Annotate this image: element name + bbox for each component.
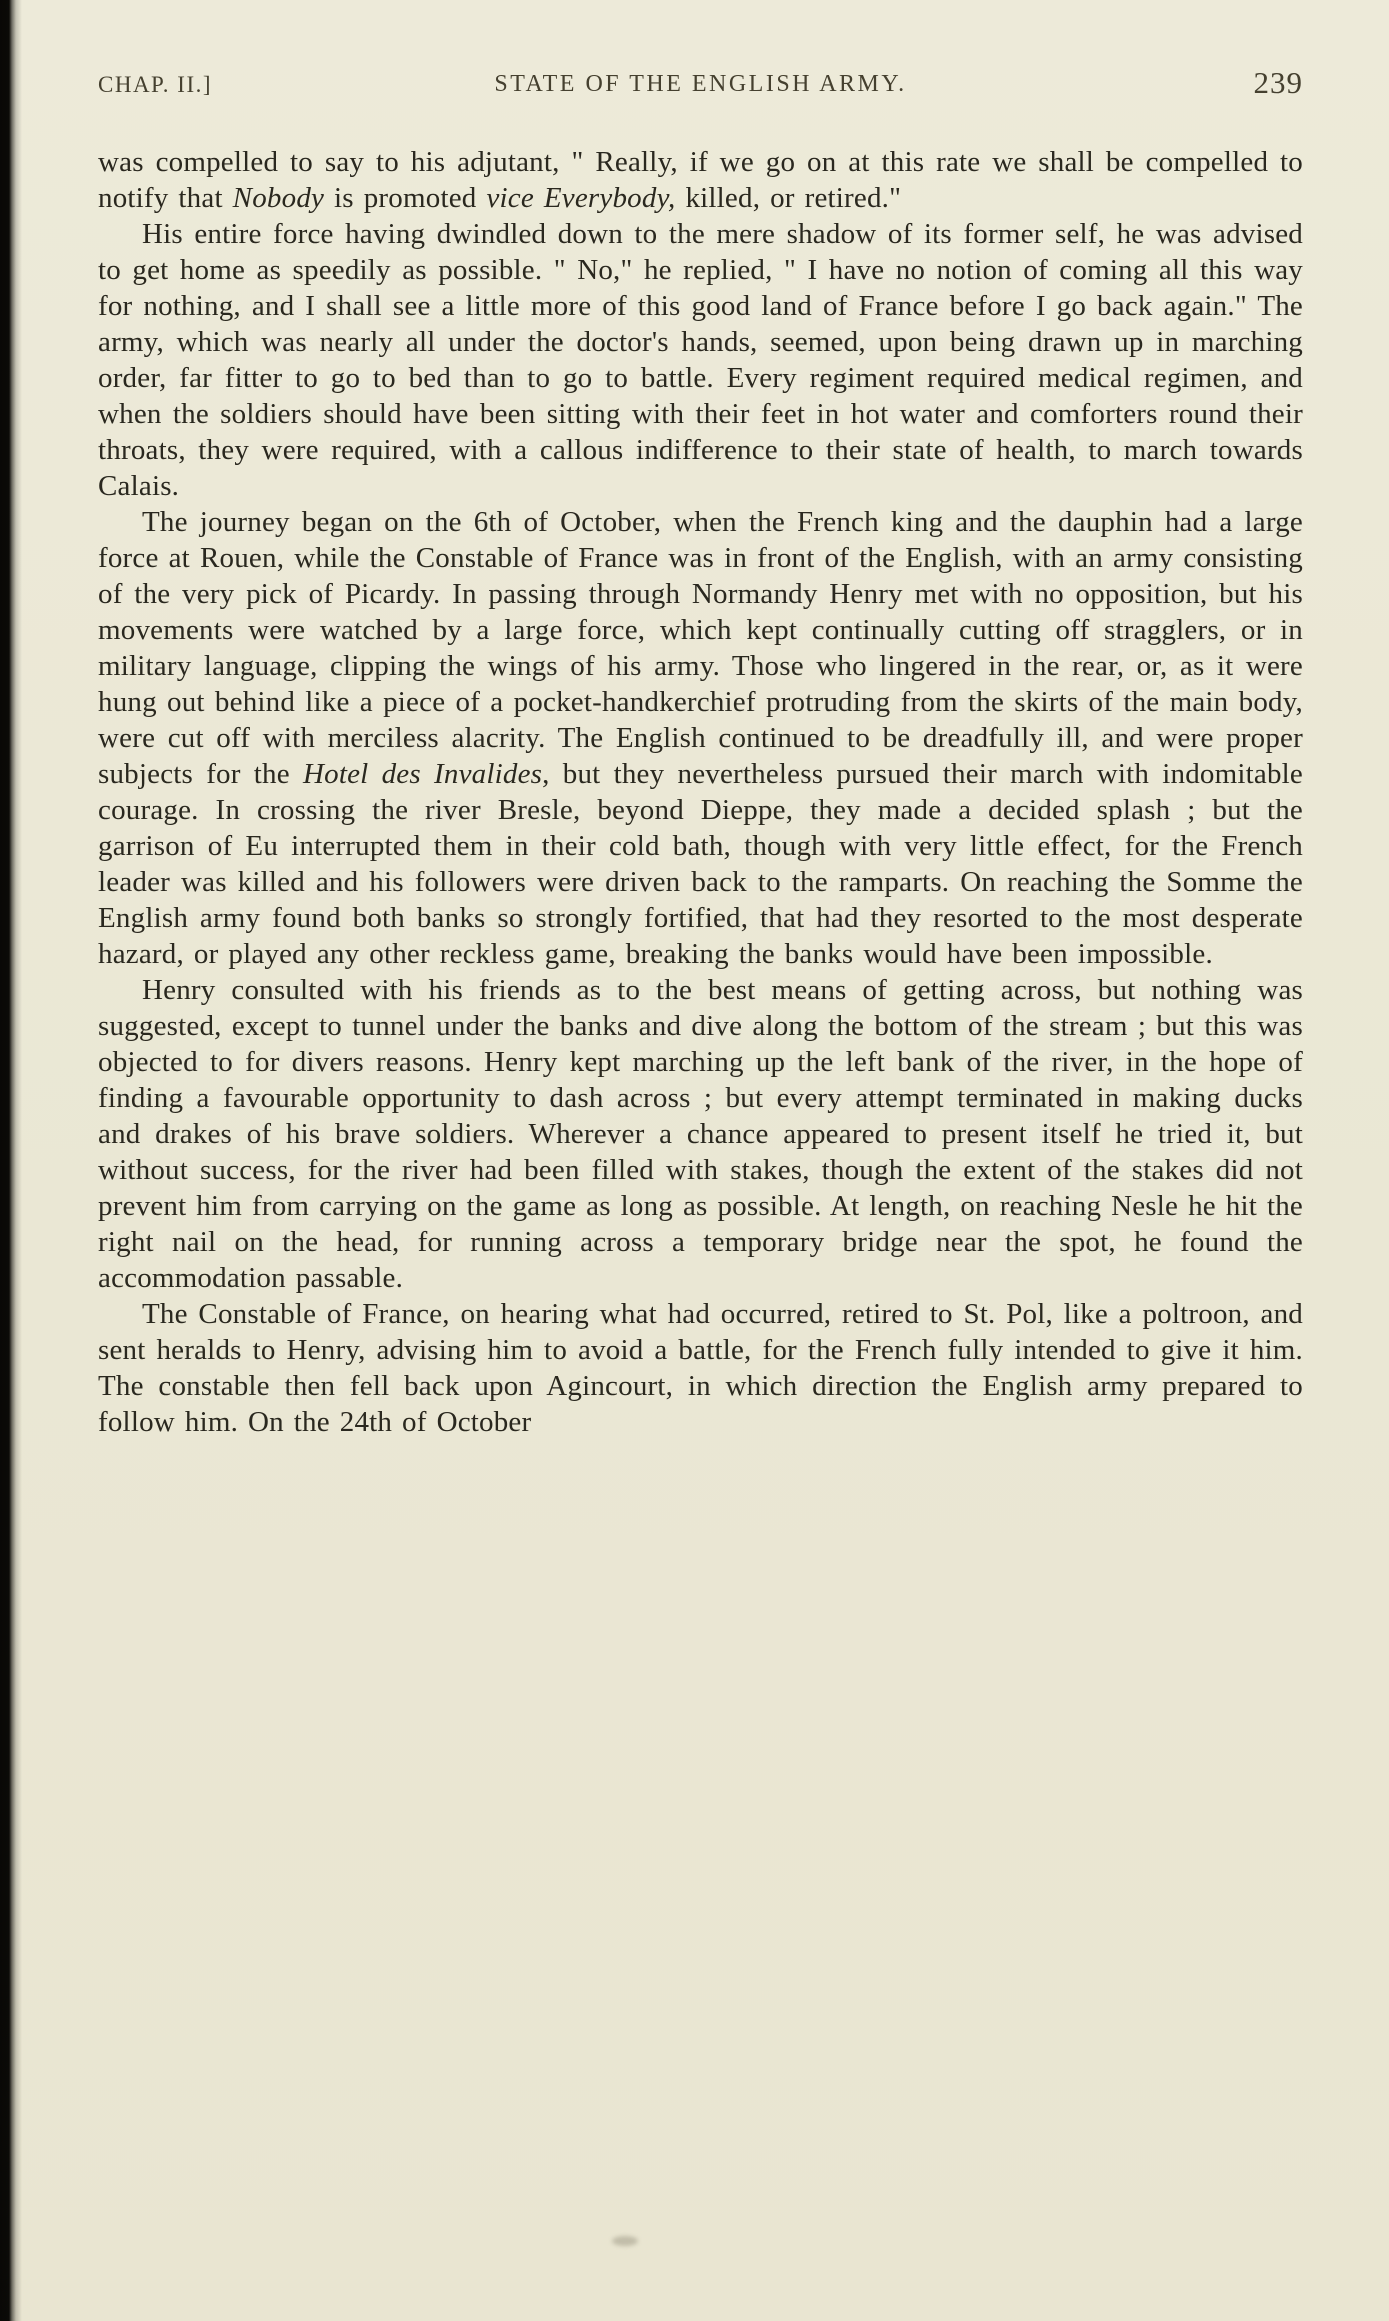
italic-text-run: vice Everybody, <box>486 182 676 214</box>
chapter-label: CHAP. II.] <box>98 72 213 97</box>
italic-text-run: Hotel des Invalides <box>303 758 543 790</box>
text-run: The Constable of France, on hearing what had occurred, retired to St. Pol, like a poltroon, and sent heralds to Henry, advising him to avoid a battle, for the French fully intended to give it him. The constable then fell back upon Agincourt, in which direction the English army prepared to follow him. On the 24th of October <box>98 1298 1303 1438</box>
text-run: was compelled to say to his adjutant, " Really, if we go on at this rate we shall be compelled to notify that <box>98 146 1303 214</box>
running-title: STATE OF THE ENGLISH ARMY. <box>494 71 907 97</box>
scan-artifact <box>612 2236 638 2246</box>
paragraph <box>98 144 1303 216</box>
running-header <box>98 58 1303 98</box>
paragraph <box>98 216 1303 504</box>
text-run: Henry consulted with his friends as to the best means of getting across, but nothing was suggested, except to tunnel under the banks and dive along the bottom of the stream ; but this was objected to for divers reasons. Henry kept marching up the left bank of the river, in the hope of finding a favourable opportunity to dash across ; but every attempt terminated in making ducks and drakes of his brave soldiers. Wherever a chance appeared to present itself he tried it, but without success, for the river had been filled with stakes, though the extent of the stakes did not prevent him from carrying on the game as long as possible. At length, on reaching Nesle he hit the right nail on the head, for running across a temporary bridge near the spot, he found the accommodation passable. <box>98 974 1303 1294</box>
paragraph <box>98 972 1303 1296</box>
text-run: , but they nevertheless pursued their march with indomitable courage. In crossing the river Bresle, beyond Dieppe, they made a decided splash ; but the garrison of Eu interrupted them in their cold bath, though with very little effect, for the French leader was killed and his followers were driven back to the ramparts. On reaching the Somme the English army found both banks so strongly fortified, that had they resorted to the most desperate hazard, or played any other reckless game, breaking the banks would have been impossible. <box>98 758 1303 970</box>
text-run: His entire force having dwindled down to the mere shadow of its former self, he was advised to get home as speedily as possible. " No," he replied, " I have no notion of coming all this way for nothing, and I shall see a little more of this good land of France before I go back again." The army, which was nearly all under the doctor's hands, seemed, upon being drawn up in marching order, far fitter to go to bed than to go to battle. Every regiment required medical regimen, and when the soldiers should have been sitting with their feet in hot water and comforters round their throats, they were required, with a callous indifference to their state of health, to march towards Calais. <box>98 218 1303 502</box>
text-run: killed, or retired." <box>675 182 902 214</box>
page-number: 239 <box>1253 65 1303 100</box>
text-block <box>98 144 1303 1440</box>
italic-text-run: Nobody <box>232 182 325 214</box>
text-run: is promoted <box>324 182 487 214</box>
paragraph <box>98 1296 1303 1440</box>
paragraph <box>98 504 1303 972</box>
text-run: The journey began on the 6th of October, when the French king and the dauphin had a large force at Rouen, while the Constable of France was in front of the English, with an army consisting of the very pick of Picardy. In passing through Normandy Henry met with no opposition, but his movements were watched by a large force, which kept continually cutting off stragglers, or in military language, clipping the wings of his army. Those who lingered in the rear, or, as it were hung out behind like a piece of a pocket-handkerchief protruding from the skirts of the main body, were cut off with merciless alacrity. The English continued to be dreadfully ill, and were proper subjects for the <box>98 506 1303 790</box>
